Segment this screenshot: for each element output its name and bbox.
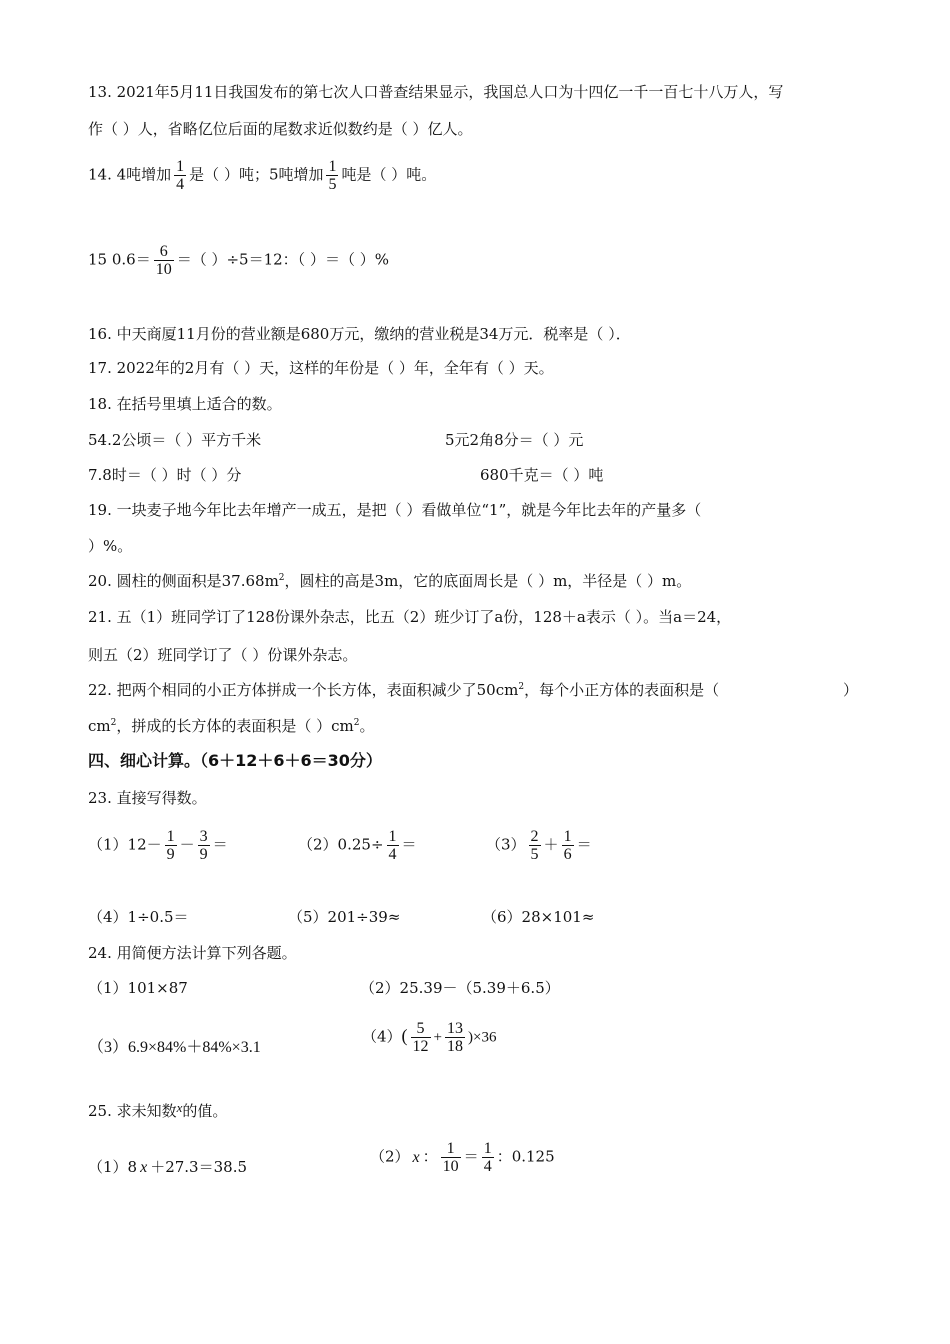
q24-p4-f1-num: 5: [416, 1020, 425, 1037]
q14-f1-num: 1: [176, 158, 185, 175]
q25-p2-f2-den: 4: [483, 1158, 492, 1175]
q25-title-b: 的值。: [182, 1102, 228, 1120]
q22-text-c: cm: [88, 717, 111, 735]
q14-f2-den: 5: [328, 176, 337, 193]
q22-line2: [88, 716, 375, 736]
q25-p2-frac1: [441, 1140, 461, 1175]
q22-sup-1: 2: [518, 682, 525, 692]
q25-p1-a: （1）8: [88, 1158, 138, 1176]
q23-title: 23. 直接写得数。: [88, 789, 207, 807]
q22-sup-3: 2: [353, 718, 360, 728]
q22-text-e: 。: [359, 717, 375, 735]
q23-p3-frac2: [562, 828, 574, 863]
q23-p1-b: －: [179, 835, 195, 854]
q14-fraction-2: [326, 158, 338, 193]
q24-p4-open-paren: (: [401, 1025, 408, 1046]
q25-p2: [370, 1140, 555, 1175]
q23-p3-frac1: [529, 828, 541, 863]
q15-text-b: ＝（ ）÷5＝12：（ ）＝（ ）%: [176, 250, 389, 269]
q14-fraction-1: [174, 158, 186, 193]
q18-row1-right: 5元2角8分＝（ ）元: [445, 431, 584, 449]
q23-p2-den: 4: [388, 846, 397, 863]
q23-p1-f1-den: 9: [166, 846, 175, 863]
q23-p3-a: （3）: [486, 835, 526, 854]
q22-line1: [88, 680, 719, 700]
section-4-heading: 四、细心计算。（6＋12＋6＋6＝30分）: [88, 751, 382, 770]
q20-text-a: 20. 圆柱的侧面积是37.68m: [88, 572, 279, 590]
q23-p1-frac1: [165, 828, 177, 863]
q16: 16. 中天商厦11月份的营业额是680万元，缴纳的营业税是34万元．税率是（ ）．: [88, 325, 631, 343]
q23-p3-f1-num: 2: [530, 828, 539, 845]
q25-p2-d: ：0.125: [496, 1147, 555, 1166]
q25-p2-f1-den: 10: [442, 1158, 459, 1175]
q24-p4-frac1: [411, 1020, 431, 1055]
q23-p3-f2-num: 1: [563, 828, 572, 845]
q15-text-a: 15 0.6＝: [88, 250, 151, 269]
q23-p1-f2-num: 3: [199, 828, 208, 845]
q23-p1-c: ＝: [212, 835, 228, 854]
q19-line2: ）%。: [88, 537, 133, 555]
q24-p4-plus: +: [433, 1029, 443, 1046]
q15-den: 10: [155, 261, 172, 278]
q25-p2-f2-num: 1: [483, 1140, 492, 1157]
q15: [88, 243, 389, 278]
q13-line1: 13. 2021年5月11日我国发布的第七次人口普查结果显示，我国总人口为十四亿一千一百七十八万人，写: [88, 83, 784, 101]
q19-line1: 19. 一块麦子地今年比去年增产一成五，是把（ ）看做单位“1”，就是今年比去年的产量多（: [88, 501, 702, 519]
q14-f1-den: 4: [176, 176, 185, 193]
q20-text-b: ，圆柱的高是3m，它的底面周长是（ ）m，半径是（ ）m。: [284, 572, 692, 590]
q25-p2-b: ：: [422, 1147, 438, 1166]
q23-p5: （5）201÷39≈: [288, 908, 401, 926]
q17: 17. 2022年的2月有（ ）天，这样的年份是（ ）年，全年有（ ）天。: [88, 359, 554, 377]
q24-p1: （1）101×87: [88, 979, 188, 997]
q22-text-a: 22. 把两个相同的小正方体拼成一个长方体，表面积减少了50cm: [88, 681, 519, 699]
q18-row1-left: 54.2公顷＝（ ）平方千米: [88, 431, 262, 449]
q21-line2: 则五（2）班同学订了（ ）份课外杂志。: [88, 646, 358, 664]
q23-p1-frac2: [198, 828, 210, 863]
q23-p2-b: ＝: [401, 835, 417, 854]
q24-p3: （3）6.9×84%＋84%×3.1: [88, 1039, 261, 1056]
q23-p1: [88, 828, 228, 863]
q25-title-var: x: [176, 1100, 183, 1115]
q20: [88, 571, 691, 591]
q23-p1-f2-den: 9: [199, 846, 208, 863]
q24-p4-close: )×36: [468, 1029, 497, 1046]
q23-p2-a: （2）0.25÷: [298, 835, 384, 854]
q22-close-paren: ）: [843, 681, 859, 699]
q13-line2: 作（ ）人，省略亿位后面的尾数求近似数约是（ ）亿人。: [88, 120, 473, 138]
q14-text-b: 是（ ）吨；5吨增加: [189, 165, 324, 184]
q25-p2-a: （2）: [370, 1147, 410, 1166]
q23-p1-a: （1）12－: [88, 835, 162, 854]
q24-title: 24. 用简便方法计算下列各题。: [88, 944, 297, 962]
q18-row2-left: 7.8时＝（ ）时（ ）分: [88, 466, 242, 484]
q23-p3-f1-den: 5: [530, 846, 539, 863]
q23-p4: （4）1÷0.5＝: [88, 908, 189, 926]
q15-fraction: [154, 243, 174, 278]
q23-p2-num: 1: [388, 828, 397, 845]
q25-title: [88, 1098, 227, 1121]
q24-p2: （2）25.39－（5.39＋6.5）: [360, 979, 560, 997]
q25-p2-frac2: [482, 1140, 494, 1175]
q25-p2-var: x: [412, 1148, 420, 1166]
q18-row2-right: 680千克＝（ ）吨: [480, 466, 604, 484]
q24-p4-f1-den: 12: [412, 1038, 429, 1055]
q25-p2-f1-num: 1: [446, 1140, 455, 1157]
q23-p3: [486, 828, 592, 863]
q23-p1-f1-num: 1: [166, 828, 175, 845]
q14-text-a: 14. 4吨增加: [88, 165, 172, 184]
q23-p3-f2-den: 6: [563, 846, 572, 863]
q21-line1: 21. 五（1）班同学订了128份课外杂志，比五（2）班少订了a份，128＋a表示（ ）。当a＝24，: [88, 608, 732, 626]
q25-p1-var: x: [140, 1159, 148, 1176]
q24-p4-f2-den: 18: [447, 1038, 464, 1055]
q23-p3-b: ＋: [543, 835, 559, 854]
q25-p1: [88, 1157, 247, 1178]
q20-sup: 2: [278, 573, 285, 583]
q24-p4-f2-num: 13: [447, 1020, 464, 1037]
q15-num: 6: [159, 243, 168, 260]
q23-p2: [298, 828, 417, 863]
q25-p2-c: ＝: [463, 1147, 479, 1166]
q25-p1-b: ＋27.3＝38.5: [150, 1158, 248, 1176]
q22-text-b: ，每个小正方体的表面积是（: [524, 681, 720, 699]
q23-p6: （6）28×101≈: [482, 908, 595, 926]
q18-title: 18. 在括号里填上适合的数。: [88, 395, 282, 413]
q22-text-d: ，拼成的长方体的表面积是（ ）cm: [116, 717, 354, 735]
q14-text-c: 吨是（ ）吨。: [341, 165, 437, 184]
q22-sup-2: 2: [110, 718, 117, 728]
q23-p2-frac: [387, 828, 399, 863]
q25-title-a: 25. 求未知数: [88, 1102, 177, 1120]
q23-p3-c: ＝: [576, 835, 592, 854]
q24-p4-frac2: [445, 1020, 465, 1055]
q24-p4-label: （4）: [362, 1027, 402, 1046]
q24-p4: [362, 1020, 496, 1055]
q14-f2-num: 1: [328, 158, 337, 175]
q14: [88, 158, 436, 193]
